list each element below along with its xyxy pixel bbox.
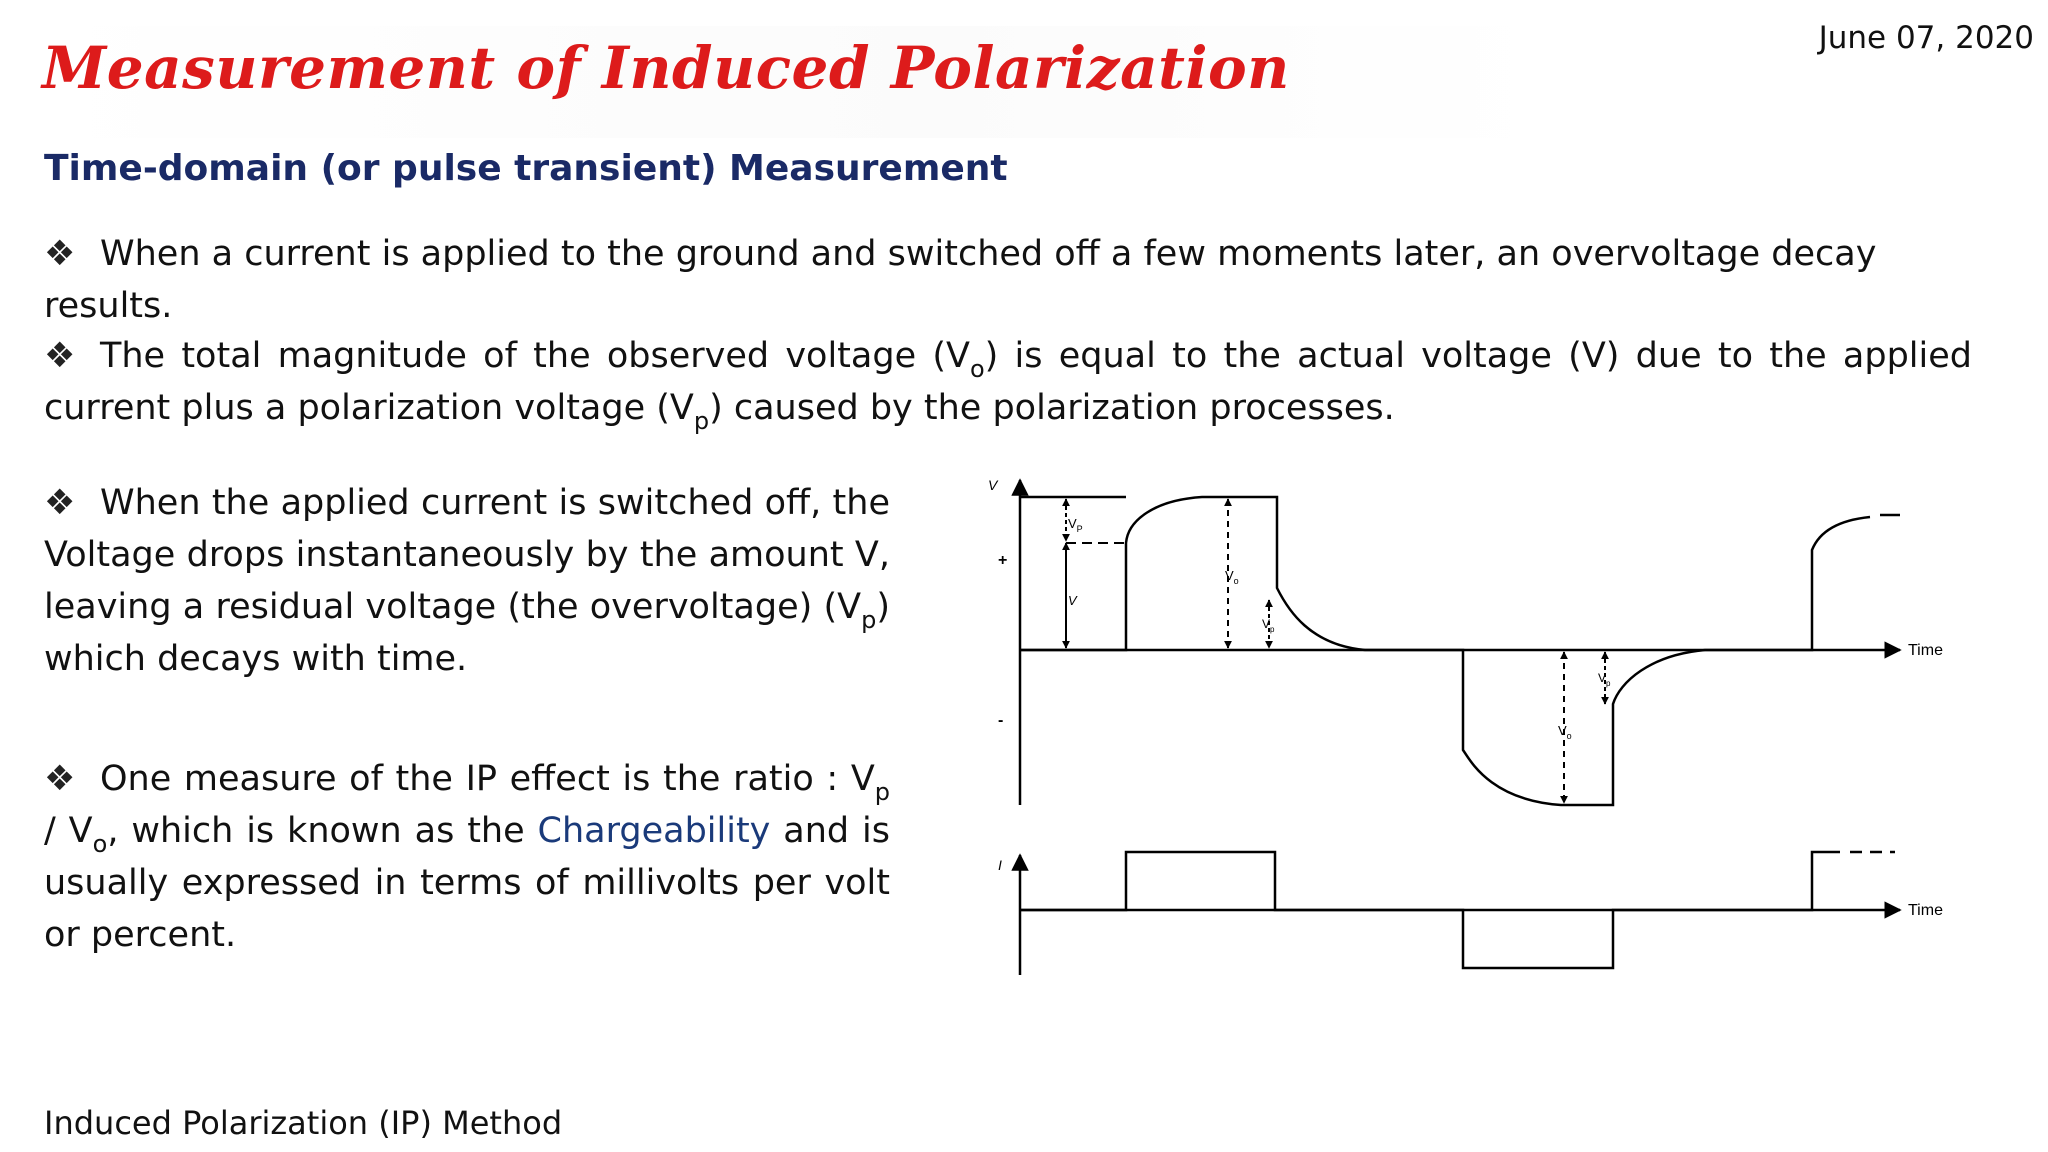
- chargeability-term: Chargeability: [537, 811, 771, 851]
- voltage-axis-label: V: [988, 477, 998, 493]
- bullet-2: [44, 330, 1972, 434]
- label-vp: $V_P$: [1068, 516, 1083, 534]
- label-vo: $V_o$: [1225, 568, 1239, 586]
- plus-sign: +: [998, 552, 1008, 569]
- label-v: V: [1068, 593, 1077, 608]
- time-label-bottom: Time: [1908, 902, 1943, 919]
- page-title: Measurement of Induced Polarization: [42, 34, 1290, 102]
- date: June 07, 2020: [1818, 20, 2034, 56]
- bullet-4: [44, 753, 890, 961]
- section-subtitle: Time-domain (or pulse transient) Measurement: [44, 148, 1008, 189]
- bullet-4-text: One measure of the IP effect is the ratio : $V_p / V_o$, which is known as the Chargeability and is usually expressed in terms of millivolts per volt or percent.: [44, 759, 890, 955]
- current-axis-label: I: [998, 857, 1002, 873]
- footer-text: Induced Polarization (IP) Method: [44, 1104, 563, 1142]
- bullet-1-text: When a current is applied to the ground and switched off a few moments later, an overvoltage decay results.: [44, 234, 1877, 326]
- bullet-marker: ❖: [44, 234, 76, 274]
- bullet-1: [44, 228, 2004, 332]
- bullet-3-text: When the applied current is switched off, the Voltage drops instantaneously by the amount V, leaving a residual voltage (the overvoltage) $(V_p)$ which decays with time.: [44, 483, 890, 679]
- label-vp-bottom: $V_p$: [1598, 671, 1611, 688]
- bullet-marker: ❖: [44, 336, 76, 376]
- bullet-marker: ❖: [44, 759, 76, 799]
- time-label-top: Time: [1908, 642, 1943, 659]
- bullet-marker: ❖: [44, 483, 76, 523]
- bullet-2-text: The total magnitude of the observed voltage $(V_o)$ is equal to the actual voltage (V) due to the applied current plus a polarization voltage $(V_p)$ caused by the polarization processes.: [44, 336, 1972, 435]
- label-vp-decay: $V_p$: [1262, 617, 1275, 634]
- bullet-3: [44, 477, 890, 685]
- minus-sign: -: [998, 712, 1004, 729]
- label-vo-bottom: $V_o$: [1558, 723, 1572, 741]
- ip-waveform-figure: [960, 460, 1960, 990]
